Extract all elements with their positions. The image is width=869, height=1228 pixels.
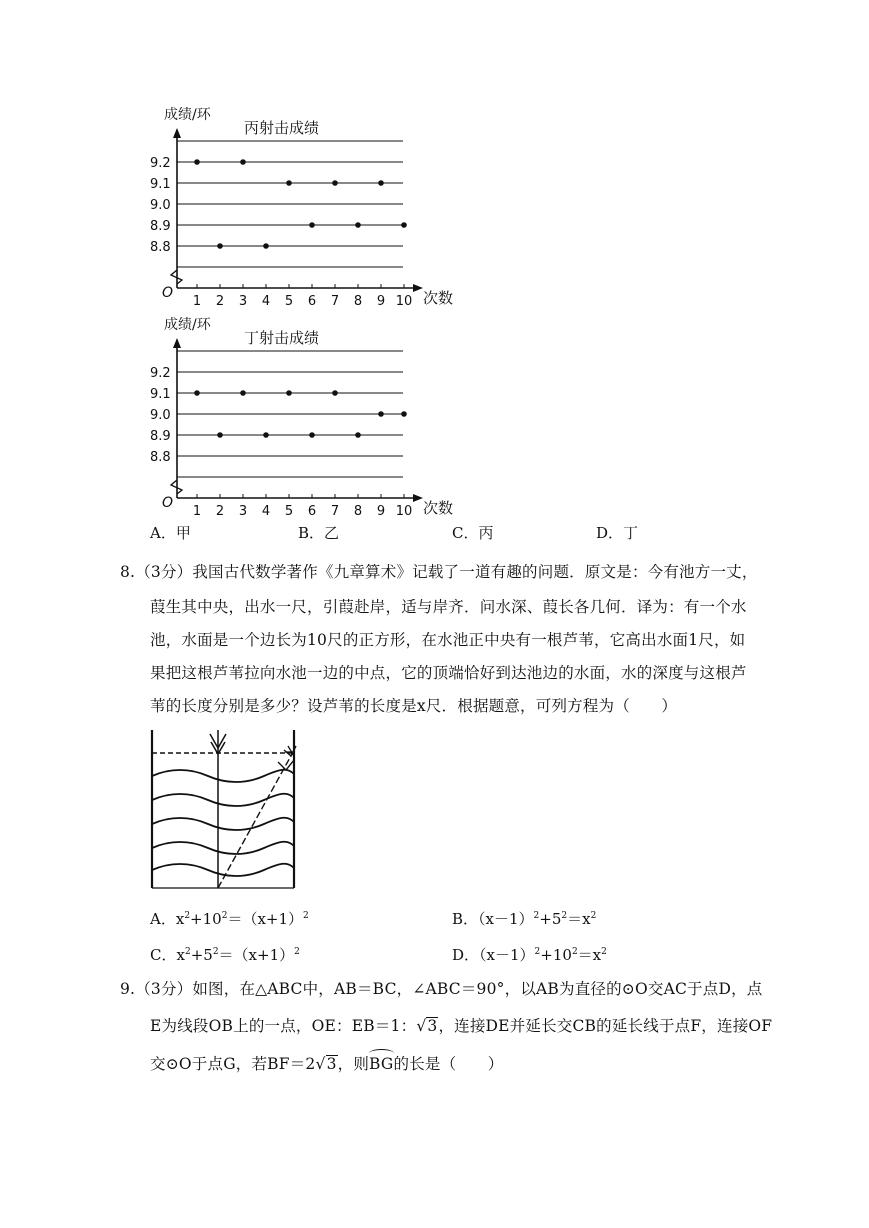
y-tick-label-9.0: 9.0 xyxy=(150,408,171,423)
data-point-9 xyxy=(378,180,384,186)
q8-option-a: A．$x^2+10^2=(x+1)^2$ xyxy=(150,910,309,928)
data-point-5 xyxy=(286,180,292,186)
q8-option-c: C．$x^2+5^2=(x+1)^2$ xyxy=(150,946,300,964)
x-tick-label-6: 6 xyxy=(307,504,317,519)
y-tick-label-9.2: 9.2 xyxy=(150,366,171,381)
data-point-9 xyxy=(378,411,384,417)
data-point-4 xyxy=(263,432,269,438)
data-point-1 xyxy=(194,159,200,165)
chart-title: 丁射击成绩 xyxy=(244,329,320,347)
x-tick-label-1: 1 xyxy=(192,294,202,309)
x-axis-arrow xyxy=(413,494,423,502)
q8-option-b: B．$(x-1)^2+5^2=x^2$ xyxy=(452,910,597,928)
x-tick-label-3: 3 xyxy=(238,294,248,309)
arc-bg: BG xyxy=(369,1055,394,1073)
data-point-2 xyxy=(217,432,223,438)
x-tick-label-5: 5 xyxy=(284,294,294,309)
x-tick-label-4: 4 xyxy=(261,504,271,519)
y-tick-label-8.8: 8.8 xyxy=(150,450,171,465)
y-tick-label-9.1: 9.1 xyxy=(150,177,171,192)
y-axis-label: 成绩/环 xyxy=(164,107,211,123)
q8-line-2: 葭生其中央，出水一尺，引葭赴岸，适与岸齐．问水深、葭长各几何．译为：有一个水 xyxy=(150,598,747,616)
origin-label: O xyxy=(162,285,174,301)
data-point-6 xyxy=(309,222,315,228)
x-tick-label-9: 9 xyxy=(376,504,386,519)
q9-line-2: E为线段OB上的一点，OE：EB＝1：√3，连接DE并延长交CB的延长线于点F，连接OF xyxy=(150,1017,773,1035)
q7-option-a: A．甲 xyxy=(150,524,191,542)
q8-line-4: 果把这根芦苇拉向水池一边的中点，它的顶端恰好到达池边的水面，水的深度与这根芦 xyxy=(150,664,747,682)
x-axis-label: 次数 xyxy=(423,499,454,517)
data-point-1 xyxy=(194,390,200,396)
chart-ding xyxy=(140,310,470,520)
x-tick-label-8: 8 xyxy=(353,294,363,309)
data-point-3 xyxy=(240,159,246,165)
q9-line-3: 交⊙O于点G，若BF＝2√3，则BG的长是（ ） xyxy=(150,1055,504,1073)
data-point-10 xyxy=(401,411,407,417)
origin-label: O xyxy=(162,495,174,511)
pond-reed-figure xyxy=(148,728,308,894)
x-tick-label-7: 7 xyxy=(330,504,340,519)
q7-option-d: D．丁 xyxy=(596,524,639,542)
x-tick-label-7: 7 xyxy=(330,294,340,309)
chart-bing xyxy=(140,100,470,310)
y-tick-label-9.0: 9.0 xyxy=(150,198,171,213)
x-tick-label-4: 4 xyxy=(261,294,271,309)
x-tick-label-8: 8 xyxy=(353,504,363,519)
y-tick-label-9.2: 9.2 xyxy=(150,156,171,171)
x-tick-label-3: 3 xyxy=(238,504,248,519)
y-axis-label: 成绩/环 xyxy=(164,317,211,333)
x-tick-label-2: 2 xyxy=(215,504,225,519)
data-point-6 xyxy=(309,432,315,438)
x-tick-label-10: 10 xyxy=(395,504,413,519)
x-axis-label: 次数 xyxy=(423,289,454,307)
x-tick-label-1: 1 xyxy=(192,504,202,519)
x-tick-label-5: 5 xyxy=(284,504,294,519)
y-tick-label-8.9: 8.9 xyxy=(150,219,171,234)
q8-line-5: 苇的长度分别是多少？设芦苇的长度是x尺．根据题意，可列方程为（ ） xyxy=(150,697,678,715)
x-tick-label-10: 10 xyxy=(395,294,413,309)
q7-option-c: C．丙 xyxy=(452,524,494,542)
y-axis-arrow xyxy=(173,128,181,138)
x-axis-arrow xyxy=(413,284,423,292)
data-point-2 xyxy=(217,243,223,249)
data-point-8 xyxy=(355,432,361,438)
data-point-7 xyxy=(332,180,338,186)
y-tick-label-9.1: 9.1 xyxy=(150,387,171,402)
data-point-3 xyxy=(240,390,246,396)
x-tick-label-2: 2 xyxy=(215,294,225,309)
data-point-4 xyxy=(263,243,269,249)
q8-option-d: D．$(x-1)^2+10^2=x^2$ xyxy=(452,946,607,964)
chart-title: 丙射击成绩 xyxy=(244,119,320,137)
q8-line-1: 8.（3分）我国古代数学著作《九章算术》记载了一道有趣的问题．原文是：今有池方一丈， xyxy=(120,563,758,581)
q7-option-b: B．乙 xyxy=(298,524,340,542)
data-point-5 xyxy=(286,390,292,396)
x-tick-label-6: 6 xyxy=(307,294,317,309)
q8-line-3: 池，水面是一个边长为10尺的正方形，在水池正中央有一根芦苇，它高出水面1尺，如 xyxy=(150,631,746,649)
y-tick-label-8.9: 8.9 xyxy=(150,429,171,444)
y-axis-arrow xyxy=(173,338,181,348)
data-point-8 xyxy=(355,222,361,228)
q9-line-1: 9.（3分）如图，在△ABC中，AB＝BC，∠ABC＝90°，以AB为直径的⊙O交AC于点D，点 xyxy=(120,980,763,998)
data-point-10 xyxy=(401,222,407,228)
data-point-7 xyxy=(332,390,338,396)
x-tick-label-9: 9 xyxy=(376,294,386,309)
y-tick-label-8.8: 8.8 xyxy=(150,240,171,255)
